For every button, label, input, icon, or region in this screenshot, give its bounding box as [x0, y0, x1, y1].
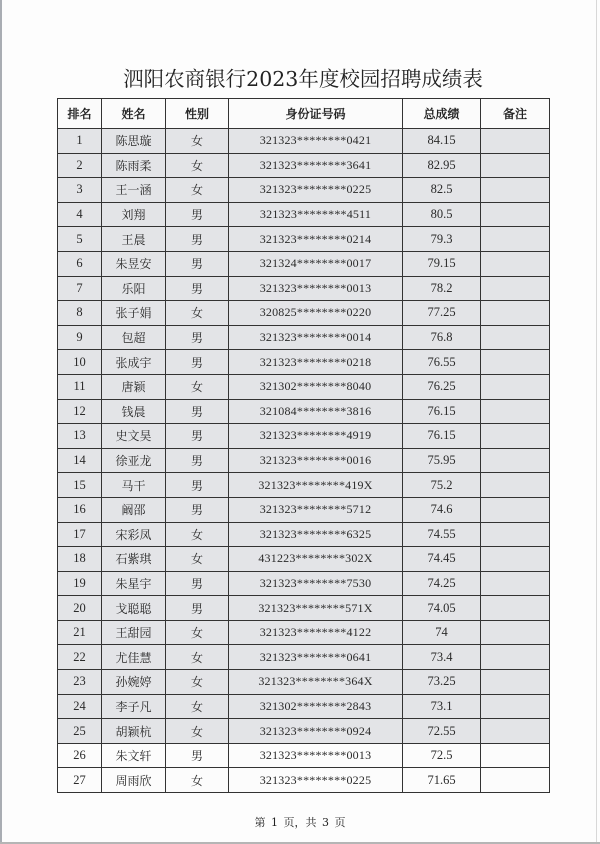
cell-id-number: 321323********364X [229, 670, 403, 695]
table-header-row [58, 99, 550, 129]
cell-gender: 男 [166, 202, 229, 227]
cell-gender: 女 [166, 694, 229, 719]
cell-name: 宋彩凤 [102, 522, 166, 547]
cell-remarks [481, 448, 550, 473]
table-row [58, 448, 550, 473]
cell-gender: 女 [166, 301, 229, 326]
cell-total-score: 73.4 [403, 645, 481, 670]
cell-gender: 男 [166, 743, 229, 768]
cell-id-number: 321323********4919 [229, 424, 403, 449]
cell-name: 阚邵 [102, 497, 166, 522]
cell-id-number: 321323********0225 [229, 768, 403, 793]
header-total-score: 总成绩 [403, 99, 481, 129]
table-row [58, 522, 550, 547]
table-row [58, 301, 550, 326]
cell-gender: 女 [166, 719, 229, 744]
cell-id-number: 321323********5712 [229, 497, 403, 522]
table-row [58, 547, 550, 572]
table-row [58, 374, 550, 399]
cell-name: 李子凡 [102, 694, 166, 719]
table-row [58, 694, 550, 719]
cell-rank: 26 [58, 743, 102, 768]
table-row [58, 768, 550, 793]
cell-total-score: 84.15 [403, 129, 481, 154]
cell-name: 陈雨柔 [102, 153, 166, 178]
cell-gender: 男 [166, 399, 229, 424]
cell-name: 钱晨 [102, 399, 166, 424]
cell-gender: 女 [166, 153, 229, 178]
cell-id-number: 321323********0016 [229, 448, 403, 473]
cell-rank: 16 [58, 497, 102, 522]
table-row [58, 473, 550, 498]
cell-total-score: 77.25 [403, 301, 481, 326]
cell-id-number: 321302********8040 [229, 374, 403, 399]
cell-remarks [481, 153, 550, 178]
cell-id-number: 321323********419X [229, 473, 403, 498]
cell-total-score: 72.5 [403, 743, 481, 768]
cell-remarks [481, 694, 550, 719]
cell-rank: 19 [58, 571, 102, 596]
cell-name: 包超 [102, 325, 166, 350]
cell-gender: 男 [166, 325, 229, 350]
cell-remarks [481, 399, 550, 424]
table-row [58, 227, 550, 252]
cell-name: 戈聪聪 [102, 596, 166, 621]
cell-name: 朱星宇 [102, 571, 166, 596]
cell-total-score: 78.2 [403, 276, 481, 301]
cell-rank: 27 [58, 768, 102, 793]
scan-right-edge [596, 0, 597, 844]
cell-id-number: 321323********0013 [229, 276, 403, 301]
document-title: 泗阳农商银行2023年度校园招聘成绩表 [123, 67, 483, 91]
cell-total-score: 76.8 [403, 325, 481, 350]
cell-id-number: 321324********0017 [229, 251, 403, 276]
cell-name: 乐阳 [102, 276, 166, 301]
table-row [58, 350, 550, 375]
cell-name: 王一涵 [102, 178, 166, 203]
score-table [57, 98, 550, 793]
table-row [58, 276, 550, 301]
cell-name: 张子娟 [102, 301, 166, 326]
cell-remarks [481, 670, 550, 695]
cell-total-score: 74.6 [403, 497, 481, 522]
cell-gender: 男 [166, 571, 229, 596]
cell-total-score: 74.05 [403, 596, 481, 621]
cell-remarks [481, 497, 550, 522]
cell-total-score: 73.25 [403, 670, 481, 695]
cell-name: 朱文轩 [102, 743, 166, 768]
cell-total-score: 75.95 [403, 448, 481, 473]
cell-total-score: 73.1 [403, 694, 481, 719]
table-row [58, 670, 550, 695]
cell-remarks [481, 473, 550, 498]
cell-remarks [481, 301, 550, 326]
cell-rank: 13 [58, 424, 102, 449]
cell-remarks [481, 620, 550, 645]
cell-gender: 男 [166, 276, 229, 301]
cell-rank: 6 [58, 251, 102, 276]
cell-remarks [481, 202, 550, 227]
table-row [58, 743, 550, 768]
cell-gender: 女 [166, 374, 229, 399]
cell-gender: 男 [166, 497, 229, 522]
cell-total-score: 76.25 [403, 374, 481, 399]
cell-total-score: 76.15 [403, 424, 481, 449]
cell-name: 石紫琪 [102, 547, 166, 572]
page-number-footer: 第 1 页，共 3 页 [254, 816, 346, 829]
header-id-number: 身份证号码 [229, 99, 403, 129]
cell-remarks [481, 645, 550, 670]
cell-rank: 15 [58, 473, 102, 498]
cell-total-score: 74.25 [403, 571, 481, 596]
cell-name: 马干 [102, 473, 166, 498]
header-name: 姓名 [102, 99, 166, 129]
cell-gender: 女 [166, 178, 229, 203]
cell-remarks [481, 276, 550, 301]
cell-id-number: 321302********2843 [229, 694, 403, 719]
cell-gender: 男 [166, 424, 229, 449]
cell-rank: 1 [58, 129, 102, 154]
cell-gender: 女 [166, 547, 229, 572]
cell-id-number: 321323********571X [229, 596, 403, 621]
cell-id-number: 431223********302X [229, 547, 403, 572]
cell-id-number: 321323********3641 [229, 153, 403, 178]
cell-id-number: 321323********0421 [229, 129, 403, 154]
cell-rank: 4 [58, 202, 102, 227]
cell-rank: 14 [58, 448, 102, 473]
cell-id-number: 321323********7530 [229, 571, 403, 596]
cell-rank: 20 [58, 596, 102, 621]
cell-remarks [481, 374, 550, 399]
cell-total-score: 71.65 [403, 768, 481, 793]
cell-id-number: 321323********6325 [229, 522, 403, 547]
scan-left-edge [0, 0, 2, 844]
cell-rank: 22 [58, 645, 102, 670]
cell-rank: 3 [58, 178, 102, 203]
table-row [58, 129, 550, 154]
cell-rank: 18 [58, 547, 102, 572]
cell-name: 尤佳慧 [102, 645, 166, 670]
cell-id-number: 321323********0218 [229, 350, 403, 375]
cell-rank: 11 [58, 374, 102, 399]
cell-total-score: 74.45 [403, 547, 481, 572]
cell-total-score: 80.5 [403, 202, 481, 227]
cell-name: 胡颖杭 [102, 719, 166, 744]
cell-name: 刘翔 [102, 202, 166, 227]
cell-remarks [481, 719, 550, 744]
cell-id-number: 321323********0924 [229, 719, 403, 744]
table-row [58, 178, 550, 203]
table-row [58, 399, 550, 424]
cell-total-score: 74 [403, 620, 481, 645]
cell-total-score: 82.5 [403, 178, 481, 203]
cell-total-score: 76.15 [403, 399, 481, 424]
cell-id-number: 321323********0013 [229, 743, 403, 768]
cell-id-number: 321323********4511 [229, 202, 403, 227]
table-row [58, 424, 550, 449]
header-gender: 性别 [166, 99, 229, 129]
cell-total-score: 79.15 [403, 251, 481, 276]
cell-rank: 7 [58, 276, 102, 301]
table-row [58, 325, 550, 350]
cell-id-number: 321084********3816 [229, 399, 403, 424]
cell-rank: 9 [58, 325, 102, 350]
cell-remarks [481, 227, 550, 252]
cell-total-score: 74.55 [403, 522, 481, 547]
cell-remarks [481, 424, 550, 449]
cell-name: 周雨欣 [102, 768, 166, 793]
cell-remarks [481, 768, 550, 793]
table-row [58, 571, 550, 596]
cell-rank: 8 [58, 301, 102, 326]
cell-id-number: 321323********4122 [229, 620, 403, 645]
cell-gender: 女 [166, 522, 229, 547]
cell-gender: 男 [166, 227, 229, 252]
cell-gender: 女 [166, 645, 229, 670]
cell-rank: 5 [58, 227, 102, 252]
cell-gender: 男 [166, 473, 229, 498]
cell-rank: 10 [58, 350, 102, 375]
cell-rank: 21 [58, 620, 102, 645]
cell-total-score: 82.95 [403, 153, 481, 178]
cell-name: 孙婉婷 [102, 670, 166, 695]
cell-rank: 17 [58, 522, 102, 547]
cell-gender: 男 [166, 596, 229, 621]
cell-remarks [481, 547, 550, 572]
cell-rank: 23 [58, 670, 102, 695]
cell-gender: 男 [166, 448, 229, 473]
cell-total-score: 79.3 [403, 227, 481, 252]
cell-name: 唐颖 [102, 374, 166, 399]
cell-total-score: 76.55 [403, 350, 481, 375]
cell-rank: 25 [58, 719, 102, 744]
table-row [58, 202, 550, 227]
cell-gender: 女 [166, 768, 229, 793]
cell-id-number: 320825********0220 [229, 301, 403, 326]
cell-remarks [481, 350, 550, 375]
cell-remarks [481, 129, 550, 154]
table-row [58, 497, 550, 522]
cell-remarks [481, 251, 550, 276]
cell-id-number: 321323********0214 [229, 227, 403, 252]
cell-remarks [481, 325, 550, 350]
table-row [58, 153, 550, 178]
table-body [58, 129, 550, 793]
cell-name: 张成宇 [102, 350, 166, 375]
table-row [58, 596, 550, 621]
cell-remarks [481, 178, 550, 203]
table-row [58, 719, 550, 744]
cell-gender: 女 [166, 670, 229, 695]
header-rank: 排名 [58, 99, 102, 129]
cell-rank: 2 [58, 153, 102, 178]
header-remarks: 备注 [481, 99, 550, 129]
cell-remarks [481, 522, 550, 547]
cell-rank: 12 [58, 399, 102, 424]
cell-name: 朱昱安 [102, 251, 166, 276]
cell-remarks [481, 596, 550, 621]
cell-name: 王晨 [102, 227, 166, 252]
cell-name: 徐亚龙 [102, 448, 166, 473]
cell-gender: 男 [166, 251, 229, 276]
cell-total-score: 75.2 [403, 473, 481, 498]
cell-id-number: 321323********0225 [229, 178, 403, 203]
cell-gender: 女 [166, 620, 229, 645]
cell-gender: 女 [166, 129, 229, 154]
cell-id-number: 321323********0641 [229, 645, 403, 670]
table-row [58, 645, 550, 670]
cell-name: 史文昊 [102, 424, 166, 449]
cell-remarks [481, 743, 550, 768]
table-row [58, 620, 550, 645]
cell-total-score: 72.55 [403, 719, 481, 744]
cell-rank: 24 [58, 694, 102, 719]
cell-gender: 男 [166, 350, 229, 375]
table-row [58, 251, 550, 276]
cell-name: 陈思璇 [102, 129, 166, 154]
cell-id-number: 321323********0014 [229, 325, 403, 350]
cell-name: 王甜园 [102, 620, 166, 645]
cell-remarks [481, 571, 550, 596]
